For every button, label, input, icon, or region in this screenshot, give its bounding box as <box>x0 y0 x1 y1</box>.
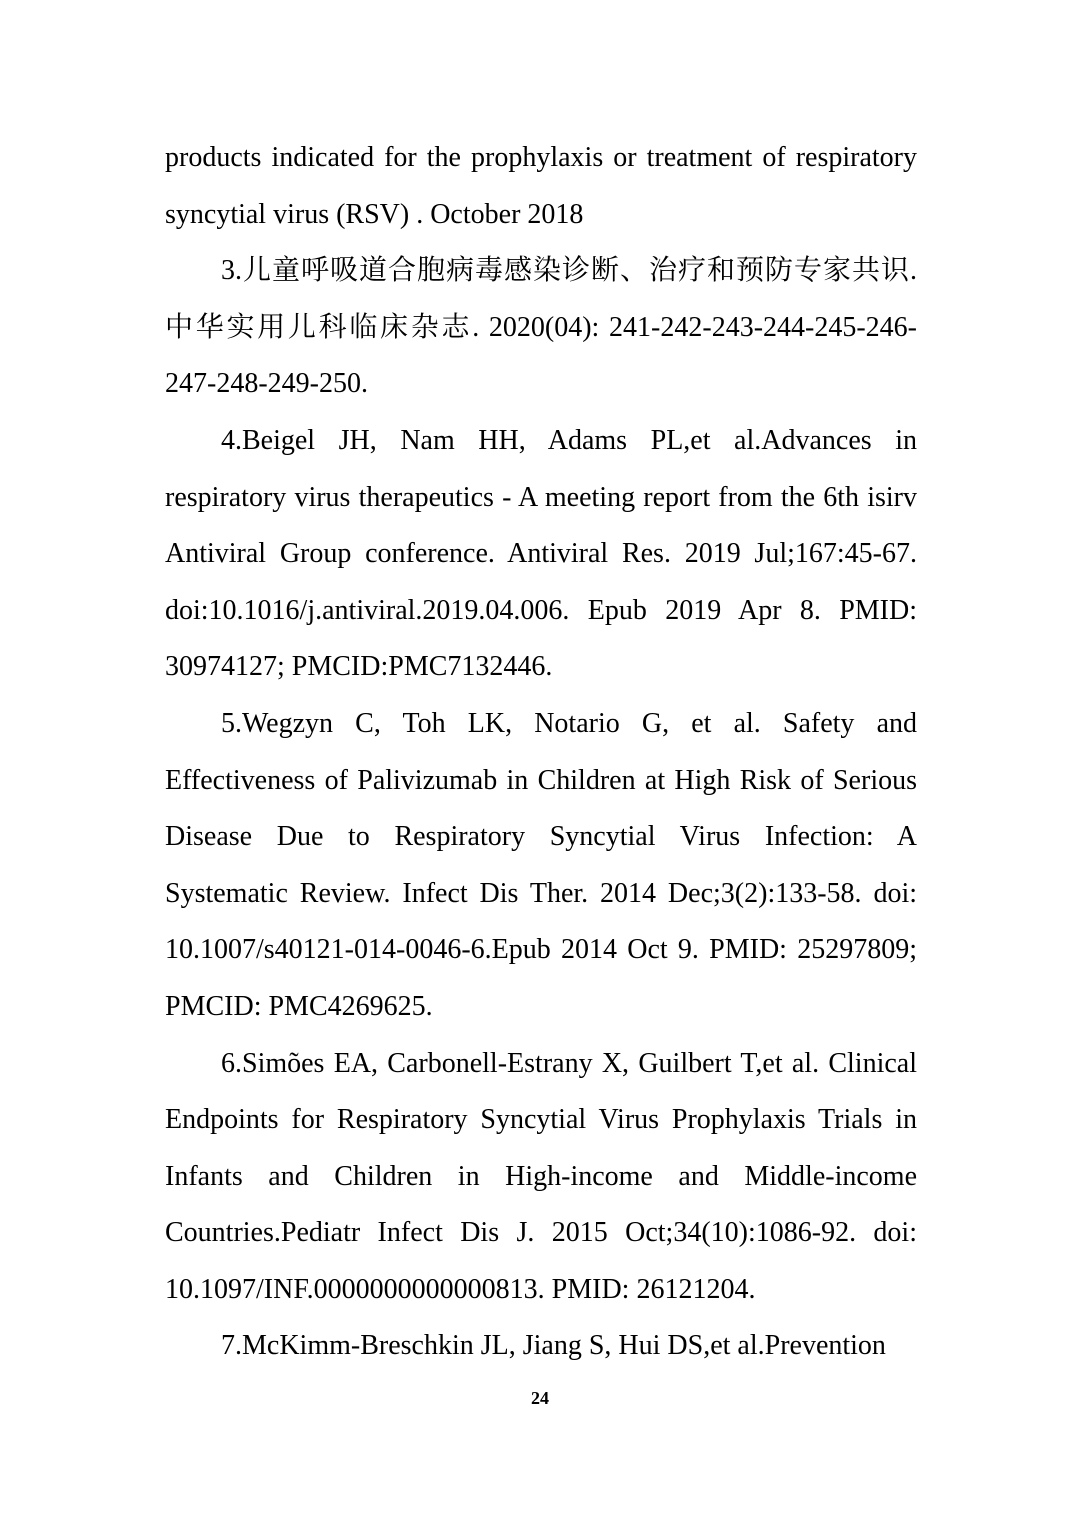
reference-item-7: 7.McKimm-Breschkin JL, Jiang S, Hui DS,et al.Prevention <box>221 1330 886 1362</box>
reference-item-3: 3.儿童呼吸道合胞病毒感染诊断、治疗和预防专家共识. 中华实用儿科临床杂志. 2020(04): 241-242-243-244-245-246-247-248-249-250. <box>165 255 917 400</box>
reference-item-4: 4.Beigel JH, Nam HH, Adams PL,et al.Advances in respiratory virus therapeutics - A meeting report from the 6th isirv Antiviral Group conference. Antiviral Res. 2019 Jul;167:45-67. doi:10.1016/j.antiviral.2019.04.006. Epub 2019 Apr 8. PMID: 30974127; PMCID:PMC7132446. <box>165 424 917 683</box>
reference-continuation: products indicated for the prophylaxis or treatment of respiratory syncytial virus (RSV) . October 2018 <box>165 142 917 230</box>
reference-item-6: 6.Simões EA, Carbonell-Estrany X, Guilbert T,et al. Clinical Endpoints for Respiratory Syncytial Virus Prophylaxis Trials in Infants and Children in High-income and Middle-income Countries.Pediatr Infect Dis J. 2015 Oct;34(10):1086-92. doi: 10.1097/INF.0000000000000813. PMID: 26121204. <box>165 1047 917 1305</box>
page-number: 24 <box>531 1388 549 1408</box>
references-section <box>165 130 917 1375</box>
reference-item-5: 5.Wegzyn C, Toh LK, Notario G, et al. Safety and Effectiveness of Palivizumab in Children at High Risk of Serious Disease Due to Respiratory Syncytial Virus Infection: A Systematic Review. Infect Dis Ther. 2014 Dec;3(2):133-58. doi: 10.1007/s40121-014-0046-6.Epub 2014 Oct 9. PMID: 25297809; PMCID: PMC4269625. <box>165 707 917 1022</box>
